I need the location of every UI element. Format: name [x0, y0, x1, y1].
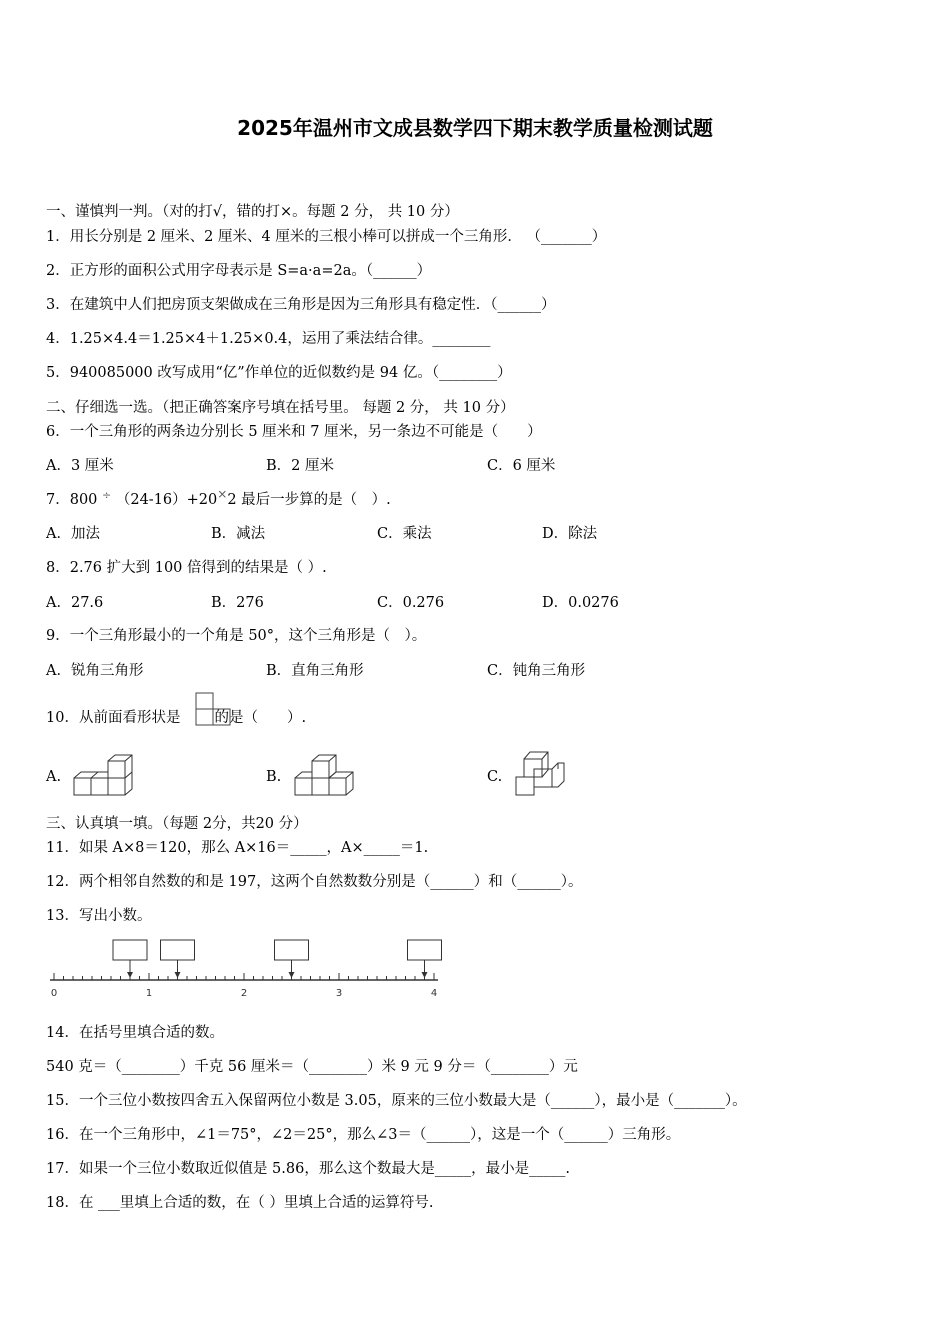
q10-text-2: 的是（ ）. — [214, 710, 307, 726]
page-title: 2025年温州市文成县数学四下期末教学质量检测试题 — [237, 116, 713, 140]
q8-option-c: C．0.276 — [377, 595, 445, 611]
q10-option-c: C. — [487, 769, 503, 785]
question-16: 16．在一个三角形中，∠1＝75°，∠2＝25°，那么∠3＝（______），这是一个（______）三角形。 — [46, 1127, 681, 1143]
question-3: 3．在建筑中人们把房顶支架做成在三角形是因为三角形具有稳定性．（______） — [46, 297, 556, 313]
question-5: 5．940085000 改写成用“亿”作单位的近似数约是 94 亿。（________） — [46, 365, 512, 381]
q6-option-b: B．2 厘米 — [266, 458, 334, 474]
number-line-label: 4 — [430, 988, 438, 999]
cube-stack-b-figure — [293, 754, 355, 798]
answer-box — [275, 940, 309, 960]
question-6: 6．一个三角形的两条边分别长 5 厘米和 7 厘米，另一条边不可能是（ ） — [46, 424, 542, 440]
q10-text-1: 10．从前面看形状是 — [46, 710, 181, 726]
q7-text-1: 7．800 — [46, 492, 98, 508]
q7-option-a: A．加法 — [46, 526, 100, 542]
number-line-label: 1 — [145, 988, 153, 999]
q7-option-d: D．除法 — [542, 526, 598, 542]
q7-text-2: （24-16）+20 — [115, 492, 218, 508]
answer-box — [113, 940, 147, 960]
q10-option-a: A. — [46, 769, 62, 785]
answer-box — [408, 940, 442, 960]
question-11: 11．如果 A×8＝120，那么 A×16＝_____，A×_____＝1. — [46, 840, 429, 856]
number-line-label: 3 — [335, 988, 343, 999]
question-1: 1．用长分别是 2 厘米、2 厘米、4 厘米的三根小棒可以拼成一个三角形． （_______） — [46, 229, 607, 245]
question-18: 18．在 ___里填上合适的数，在（ ）里填上合适的运算符号. — [46, 1195, 434, 1211]
question-14: 14．在括号里填合适的数。 — [46, 1025, 224, 1041]
arrow-head — [127, 972, 133, 978]
cube-stack-c-figure — [514, 749, 566, 799]
q8-option-b: B．276 — [211, 595, 264, 611]
q7-option-b: B．减法 — [211, 526, 266, 542]
question-9: 9．一个三角形最小的一个角是 50°，这个三角形是（ ）。 — [46, 628, 427, 644]
section-heading-1: 一、谨慎判一判。（对的打√，错的打×。每题 2 分， 共 10 分） — [46, 204, 459, 220]
section-heading-3: 三、认真填一填。（每题 2分，共20 分） — [46, 816, 308, 832]
arrow-head — [175, 972, 181, 978]
number-line-figure — [46, 938, 456, 1000]
number-line-label: 2 — [240, 988, 248, 999]
divide-symbol: ÷ — [102, 489, 112, 502]
arrow-head — [422, 972, 428, 978]
q7-text-3: 2 最后一步算的是（ ）. — [227, 492, 391, 508]
q6-option-a: A．3 厘米 — [46, 458, 114, 474]
q9-option-c: C．钝角三角形 — [487, 663, 586, 679]
question-4: 4．1.25×4.4＝1.25×4＋1.25×0.4，运用了乘法结合律。________ — [46, 331, 491, 347]
arrow-head — [289, 972, 295, 978]
question-10 — [46, 708, 306, 728]
q8-option-d: D．0.0276 — [542, 595, 619, 611]
q8-option-a: A．27.6 — [46, 595, 104, 611]
q9-option-b: B．直角三角形 — [266, 663, 364, 679]
q6-option-c: C．6 厘米 — [487, 458, 556, 474]
q10-option-b: B. — [266, 769, 282, 785]
question-7 — [46, 487, 391, 511]
question-14-blanks: 540 克＝（________）千克 56 厘米＝（________）米 9 元 9 分＝（________）元 — [46, 1059, 578, 1075]
cube-stack-a-figure — [72, 754, 134, 798]
question-17: 17．如果一个三位小数取近似值是 5.86，那么这个数最大是_____，最小是_____. — [46, 1161, 570, 1177]
answer-box — [161, 940, 195, 960]
q9-option-a: A．锐角三角形 — [46, 663, 144, 679]
question-13: 13．写出小数。 — [46, 908, 152, 924]
front-view-shape-figure — [195, 692, 231, 728]
multiply-symbol: × — [217, 487, 228, 501]
q7-option-c: C．乘法 — [377, 526, 432, 542]
number-line-label: 0 — [50, 988, 58, 999]
section-heading-2: 二、仔细选一选。（把正确答案序号填在括号里。 每题 2 分， 共 10 分） — [46, 400, 515, 416]
question-2: 2．正方形的面积公式用字母表示是 S=a·a=2a。（______） — [46, 263, 432, 279]
question-15: 15．一个三位小数按四舍五入保留两位小数是 3.05，原来的三位小数最大是（______），最小是（_______）。 — [46, 1093, 747, 1109]
question-12: 12．两个相邻自然数的和是 197，这两个自然数数分别是（______）和（______）。 — [46, 874, 583, 890]
question-8: 8．2.76 扩大到 100 倍得到的结果是（ ）. — [46, 560, 327, 576]
